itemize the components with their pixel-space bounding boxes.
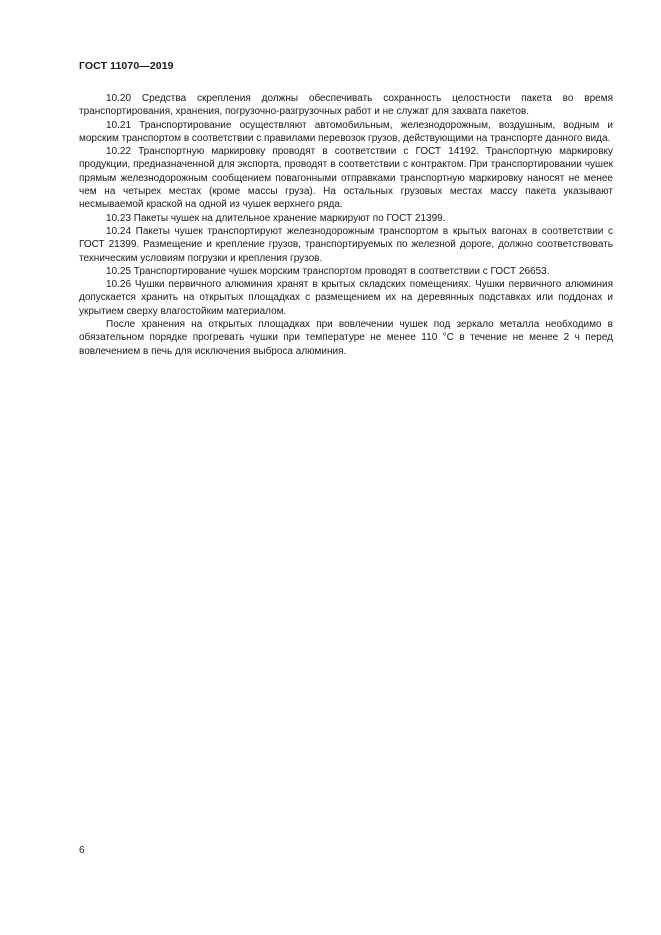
paragraph-10-25: 10.25 Транспортирование чушек морским транспортом проводят в соответствии с ГОСТ 26653.: [106, 265, 550, 277]
document-header: ГОСТ 11070—2019: [79, 60, 174, 72]
paragraph-10-24: 10.24 Пакеты чушек транспортируют железнодорожным транспортом в крытых вагонах в соответствии с ГОСТ 21399. Размещение и крепление грузов, транспортируемых по железной дороге, должно соответствовать техническим условиям погрузки и крепления грузов.: [79, 225, 613, 264]
paragraph-storage-note: После хранения на открытых площадках при вовлечении чушек под зеркало металла необходимо в обязательном порядке прогревать чушки при температуре не менее 110 °С в течение не менее 2 ч перед вовлечением в печь для исключения выброса алюминия.: [79, 319, 613, 357]
paragraph-10-22: 10.22 Транспортную маркировку проводят в соответствии с ГОСТ 14192. Транспортную маркировку продукции, предназначенной для экспорта, проводят в соответствии с контрактом. При транспортировании чушек прямым железнодорожным сообщением повагонными отправками транспортную маркировку наносят не менее чем на четырех местах (кроме массы груза). На остальных грузовых местах массу пакета указывают несмываемой краской на одной из чушек верхнего ряда.: [79, 146, 613, 211]
page-number: 6: [79, 845, 85, 856]
document-body: [79, 92, 613, 358]
paragraph-10-23: 10.23 Пакеты чушек на длительное хранение маркируют по ГОСТ 21399.: [106, 212, 446, 224]
paragraph-10-20: 10.20 Средства скрепления должны обеспечивать сохранность целостности пакета во время транспортирования, хранения, погрузочно-разгрузочных работ и не служат для захвата пакетов.: [79, 93, 613, 118]
paragraph-10-26: 10.26 Чушки первичного алюминия хранят в крытых складских помещениях. Чушки первичного алюминия допускается хранить на открытых площадках с размещением их на деревянных подставках или поддонах и укрытием сверху влагостойким материалом.: [79, 279, 613, 317]
paragraph-10-21: 10.21 Транспортирование осуществляют автомобильным, железнодорожным, воздушным, водным и морским транспортом в соответствии с правилами перевозок грузов, действующими на транспорте данного вида.: [79, 119, 613, 144]
